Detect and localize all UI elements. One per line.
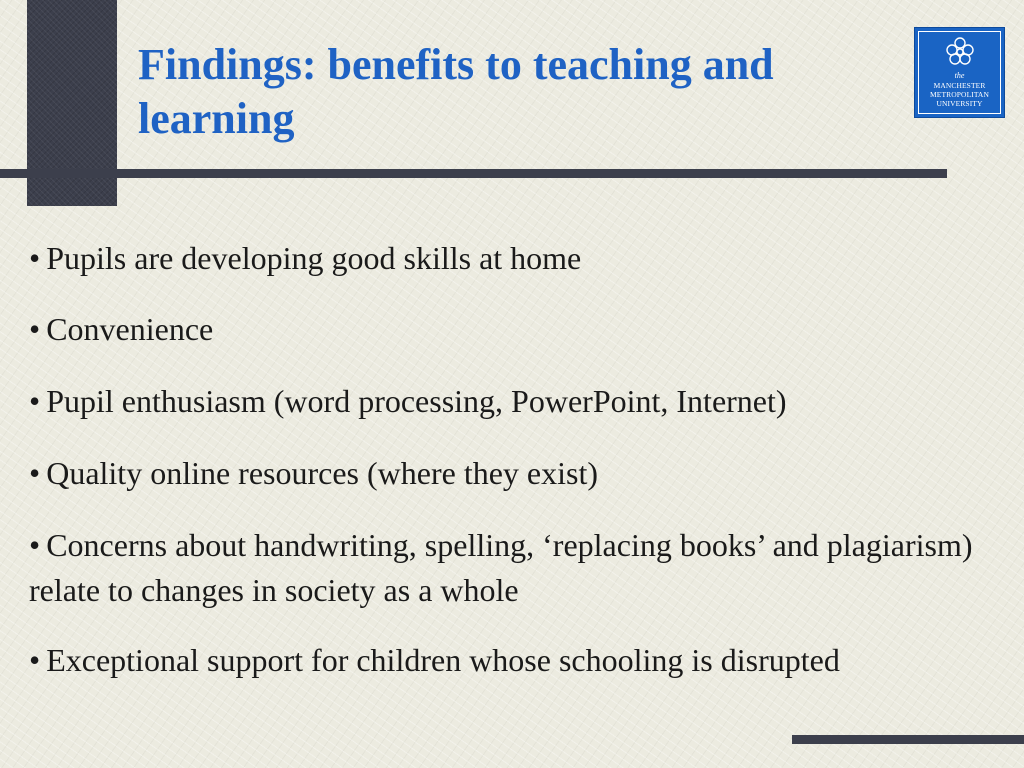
bullet-text: Pupils are developing good skills at home	[46, 240, 582, 276]
logo-line: MANCHESTER	[933, 81, 986, 90]
bullet-item	[29, 451, 989, 496]
bullet-item	[29, 379, 989, 424]
bullet-item	[29, 638, 989, 683]
bullet-dot: •	[29, 240, 41, 276]
logo-line: METROPOLITAN	[930, 90, 989, 99]
bullet-text: Pupil enthusiasm (word processing, PowerPoint, Internet)	[46, 383, 787, 419]
bullet-dot: •	[29, 383, 41, 419]
bullet-dot: •	[29, 527, 41, 563]
bullet-list	[29, 236, 989, 710]
bullet-text: Convenience	[46, 311, 214, 347]
rose-emblem-icon	[943, 35, 977, 69]
footer-divider	[792, 735, 1024, 744]
bullet-text: Concerns about handwriting, spelling, ‘replacing books’ and plagiarism) relate to changes in society as a whole	[29, 527, 973, 608]
university-logo	[914, 27, 1005, 118]
bullet-item	[29, 307, 989, 352]
bullet-text: Exceptional support for children whose schooling is disrupted	[46, 642, 840, 678]
bullet-dot: •	[29, 311, 41, 347]
bullet-dot: •	[29, 455, 41, 491]
logo-the: the	[954, 71, 965, 80]
bullet-text: Quality online resources (where they exist)	[46, 455, 599, 491]
logo-wordmark	[915, 81, 1004, 108]
bullet-item	[29, 523, 989, 613]
bullet-item	[29, 236, 989, 281]
slide-title: Findings: benefits to teaching and learning	[138, 40, 774, 143]
logo-line: UNIVERSITY	[936, 99, 983, 108]
bullet-dot: •	[29, 642, 41, 678]
title-divider	[0, 169, 947, 178]
